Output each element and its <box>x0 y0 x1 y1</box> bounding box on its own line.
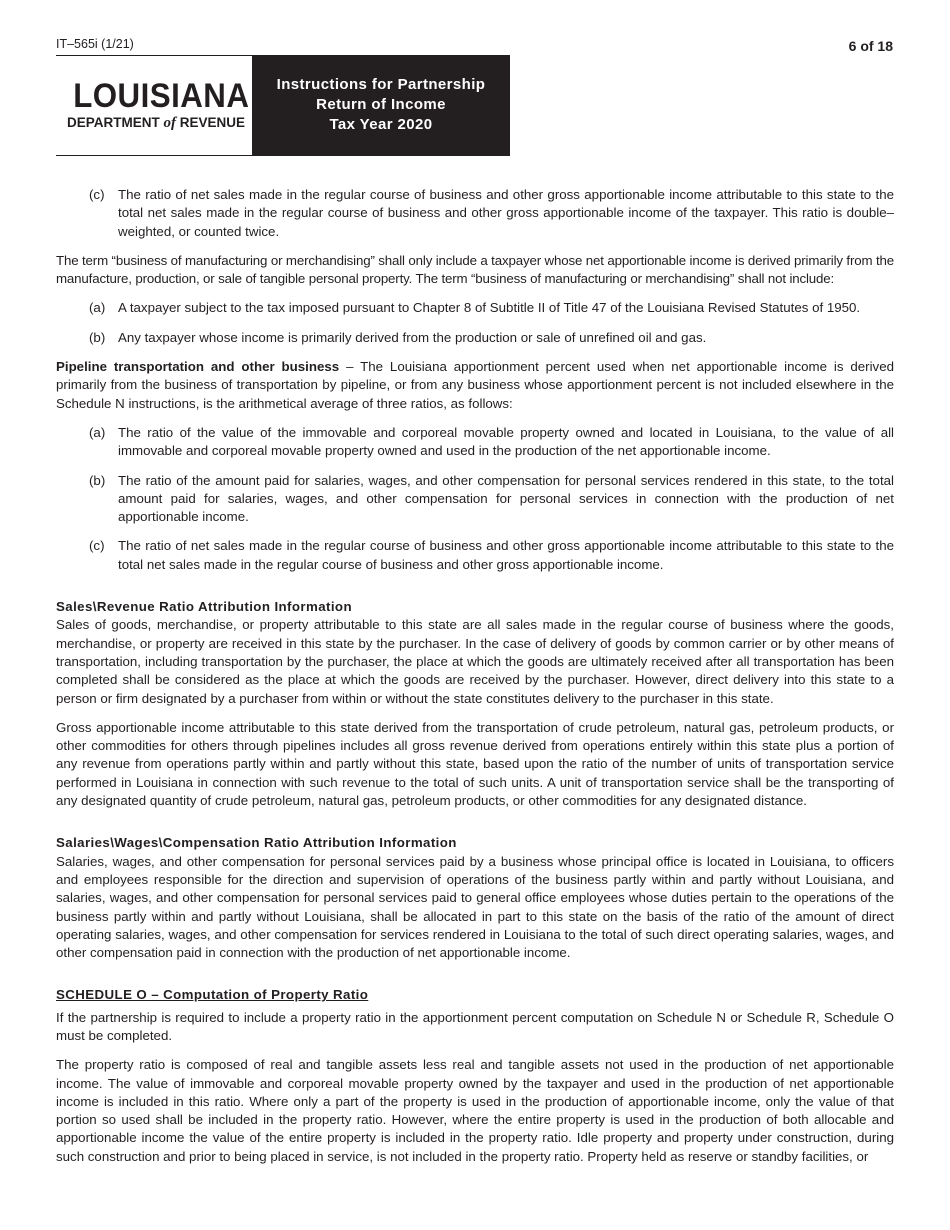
paragraph-schedule-o-1: If the partnership is required to include a property ratio in the apportionment percent computation on Schedule N or Schedule R, Schedule O must be completed. <box>56 1009 894 1043</box>
list-item-text: The ratio of the value of the immovable and corporeal movable property owned and located in Louisiana, to the value of all immovable and corporeal movable property owned and used in the production of the net apportionable income. <box>118 424 894 459</box>
list-item-text: The ratio of net sales made in the regular course of business and other gross apportionable income attributable to this state to the total net sales made in the regular course of business and other gross apportionable income of the taxpayer. This ratio is double–weighted, or counted twice. <box>118 187 894 239</box>
paragraph-sales-2: Gross apportionable income attributable to this state derived from the transportation of crude petroleum, natural gas, petroleum products, or other commodities for others through pipelines includes all gross revenue derived from operations entirely within this state plus a portion of any revenue from operations partly within and partly without this state, based upon the ratio of the number of units of transportation service performed in Louisiana in connection with such revenue to the total of such units. A unit of transportation service shall be the transporting of any designated quantity of crude petroleum, natural gas, petroleum products, or other commodities for any designated distance. <box>56 719 894 809</box>
list-item-label: (b) <box>89 329 106 345</box>
document-body <box>56 186 894 1177</box>
section-heading-sales: Sales\Revenue Ratio Attribution Information <box>56 599 352 615</box>
logo-sub-text: DEPARTMENT of REVENUE <box>66 115 246 131</box>
header-top-rule <box>56 55 252 56</box>
form-id: IT–565i (1/21) <box>56 37 134 51</box>
paragraph-schedule-o-2: The property ratio is composed of real and tangible assets less real and tangible assets not used in the production of net apportionable income. The value of immovable and corporeal movable property owned by the taxpayer and used in the production of net apportionable income is included in this ratio. Where only a part of the property is used in the production of apportionable income, only the value of that portion so used shall be included in the property ratio. However, where the entire property is used in the production of both allocable and apportionable income the value of the entire property is included in the property ratio. Idle property and property under construction, during such construction and prior to being placed in service, is not included in the property ratio. Property held as reserve or standby facilities, or <box>56 1057 894 1164</box>
list-item-text: The ratio of net sales made in the regular course of business and other gross apportionable income attributable to this state to the total net sales made in the regular course of business and other gross apportionable income. <box>118 538 894 572</box>
logo-main-text: LOUISIANA <box>73 77 250 115</box>
header-bottom-rule <box>56 155 510 156</box>
list-item <box>56 472 894 527</box>
paragraph-manufacturing-definition: The term “business of manufacturing or merchandising” shall only include a taxpayer whose net apportionable income is derived primarily from the manufacture, production, or sale of tangible personal property. The term “business of manufacturing or merchandising” shall not include: <box>56 252 894 287</box>
list-item-label: (c) <box>89 187 105 202</box>
list-item-text: The ratio of the amount paid for salaries, wages, and other compensation for personal services rendered in this state, to the total amount paid for salaries, wages, and other compensation for personal services in connection with the production of net apportionable income. <box>118 472 894 525</box>
list-item <box>56 186 894 241</box>
paragraph-sales-1: Sales of goods, merchandise, or property attributable to this state are all sales made in the regular course of business where the goods, merchandise, or property are received in this state by the purchaser. In the case of delivery of goods by common carrier or by other means of transportation, including transportation by the purchaser, the place at which the goods are ultimately received after all transportation has been completed shall be considered as the place at which the goods are received by the purchaser. However, direct delivery into this state to a person or firm designated by a purchaser from within or without the state constitutes delivery to the purchaser in this state. <box>56 617 894 706</box>
pipeline-term: Pipeline transportation and other business <box>56 359 340 375</box>
louisiana-revenue-logo <box>66 77 250 132</box>
list-item-text: Any taxpayer whose income is primarily derived from the production or sale of unrefined oil and gas. <box>118 329 707 345</box>
list-item-label: (b) <box>89 472 106 488</box>
page-number: 6 of 18 <box>848 38 893 54</box>
title-line-2: Return of Income <box>316 96 446 113</box>
document-title-box <box>252 55 510 155</box>
section-heading-salaries: Salaries\Wages\Compensation Ratio Attribution Information <box>56 835 457 851</box>
section-heading-schedule-o: SCHEDULE O – Computation of Property Ratio <box>56 987 369 1003</box>
paragraph-salaries: Salaries, wages, and other compensation for personal services paid by a business whose principal office is located in Louisiana, to officers and employees responsible for the direction and supervision of operations of the business partly within and partly without Louisiana, and salaries, wages, and other compensation for personal services paid to general office employees whose duties pertain to the operations of the business partly within and partly without Louisiana, shall be allocated in part to this state on the basis of the ratio of the amount of direct operating salaries, wages, and other compensation for services rendered in Louisiana to the total of such direct operating salaries, wages, and other compensation paid in connection with the production of net apportionable income. <box>56 853 894 961</box>
document-header <box>56 55 510 155</box>
paragraph-pipeline: Pipeline transportation and other business – The Louisiana apportionment percent used when net apportionable income is derived primarily from the business of transportation by pipeline, or from any business whose apportionment percent is not included elsewhere in the Schedule N instructions, is the arithmetical average of three ratios, as follows: <box>56 359 894 411</box>
list-item-label: (a) <box>89 424 106 440</box>
list-item-label: (a) <box>89 300 106 316</box>
title-line-1: Instructions for Partnership <box>276 76 486 93</box>
list-item <box>56 299 894 317</box>
list-item-label: (c) <box>89 538 105 554</box>
list-item-text: A taxpayer subject to the tax imposed pursuant to Chapter 8 of Subtitle II of Title 47 of the Louisiana Revised Statutes of 1950. <box>118 300 861 316</box>
list-item <box>56 424 894 461</box>
title-line-3: Tax Year 2020 <box>329 116 433 133</box>
list-item <box>56 537 894 574</box>
list-item <box>56 329 894 347</box>
